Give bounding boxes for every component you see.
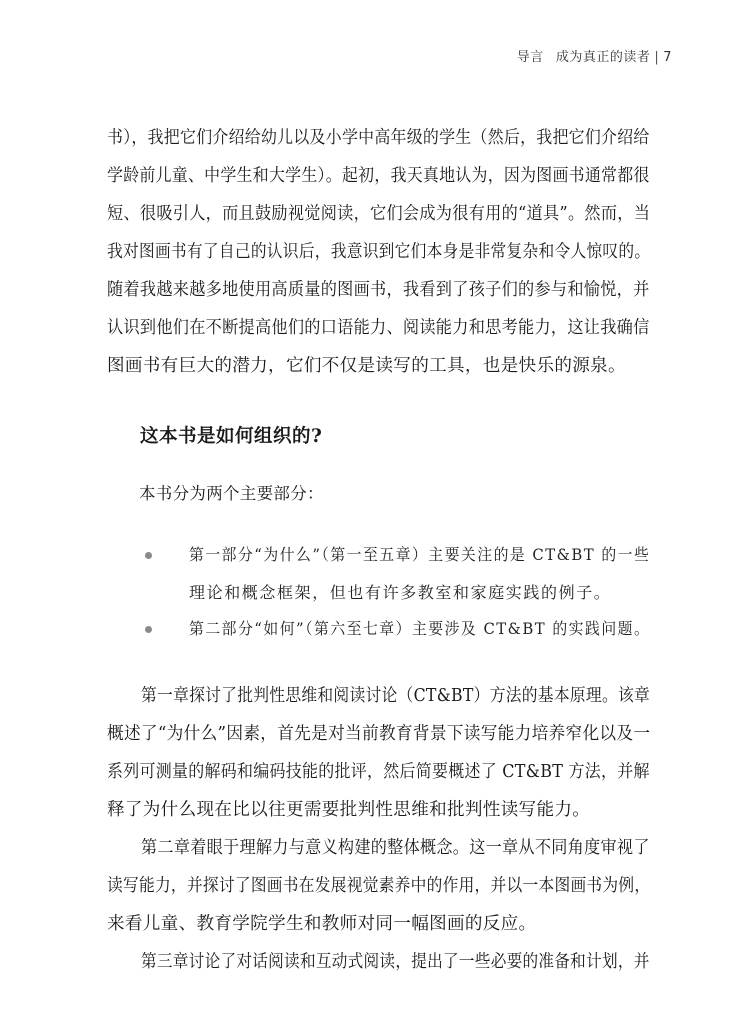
section-heading: 这本书是如何组织的? — [140, 426, 323, 447]
text-line: 短、很吸引人，而且鼓励视觉阅读，它们会成为很有用的“道具”。然而，当 — [107, 204, 651, 224]
bullet-text-line: 第二部分“如何”（第六至七章）主要涉及 CT&BT 的实践问题。 — [189, 619, 651, 638]
text-line: 我对图画书有了自己的认识后，我意识到它们本身是非常复杂和令人惊叹的。 — [107, 242, 651, 262]
text-line: 随着我越来越多地使用高质量的图画书，我看到了孩子们的参与和愉悦，并 — [107, 280, 650, 300]
header-section: 导言 — [516, 50, 544, 65]
text-line: 释了为什么现在比以往更需要批判性思维和批判性读写能力。 — [107, 800, 591, 820]
text-line: 第一章探讨了批判性思维和阅读讨论（CT&BT）方法的基本原理。该章 — [141, 686, 651, 706]
text-line: 书），我把它们介绍给幼儿以及小学中高年级的学生（然后，我把它们介绍给 — [107, 128, 650, 148]
bullet-dot-icon — [145, 552, 152, 559]
bullet-dot-icon — [145, 626, 152, 633]
text-line: 学龄前儿童、中学生和大学生）。起初，我天真地认为，因为图画书通常都很 — [107, 166, 650, 186]
text-line: 概述了“为什么”因素，首先是对当前教育背景下读写能力培养窄化以及一 — [107, 724, 651, 744]
bullet-text-line: 第一部分“为什么”（第一至五章）主要关注的是 CT&BT 的一些 — [189, 545, 651, 564]
text-line: 系列可测量的解码和编码技能的批评，然后简要概述了 CT&BT 方法，并解 — [107, 762, 650, 782]
intro-line: 本书分为两个主要部分： — [139, 484, 324, 503]
header-chapter-title: 成为真正的读者 — [555, 50, 651, 65]
text-line: 来看儿童、教育学院学生和教师对同一幅图画的反应。 — [107, 914, 537, 934]
text-line: 读写能力，并探讨了图画书在发展视觉素养中的作用，并以一本图画书为例， — [107, 876, 651, 896]
bullet-text-line: 理论和概念框架，但也有许多教室和家庭实践的例子。 — [189, 583, 612, 602]
text-line: 认识到他们在不断提高他们的口语能力、阅读能力和思考能力，这让我确信 — [107, 318, 650, 338]
text-line: 图画书有巨大的潜力，它们不仅是读写的工具，也是快乐的源泉。 — [107, 356, 626, 376]
running-header — [517, 46, 672, 65]
header-separator: | — [654, 50, 660, 65]
page-number: 7 — [663, 50, 672, 65]
text-line: 第二章着眼于理解力与意义构建的整体概念。这一章从不同角度审视了 — [141, 838, 650, 858]
text-line: 第三章讨论了对话阅读和互动式阅读，提出了一些必要的准备和计划，并 — [141, 952, 650, 972]
